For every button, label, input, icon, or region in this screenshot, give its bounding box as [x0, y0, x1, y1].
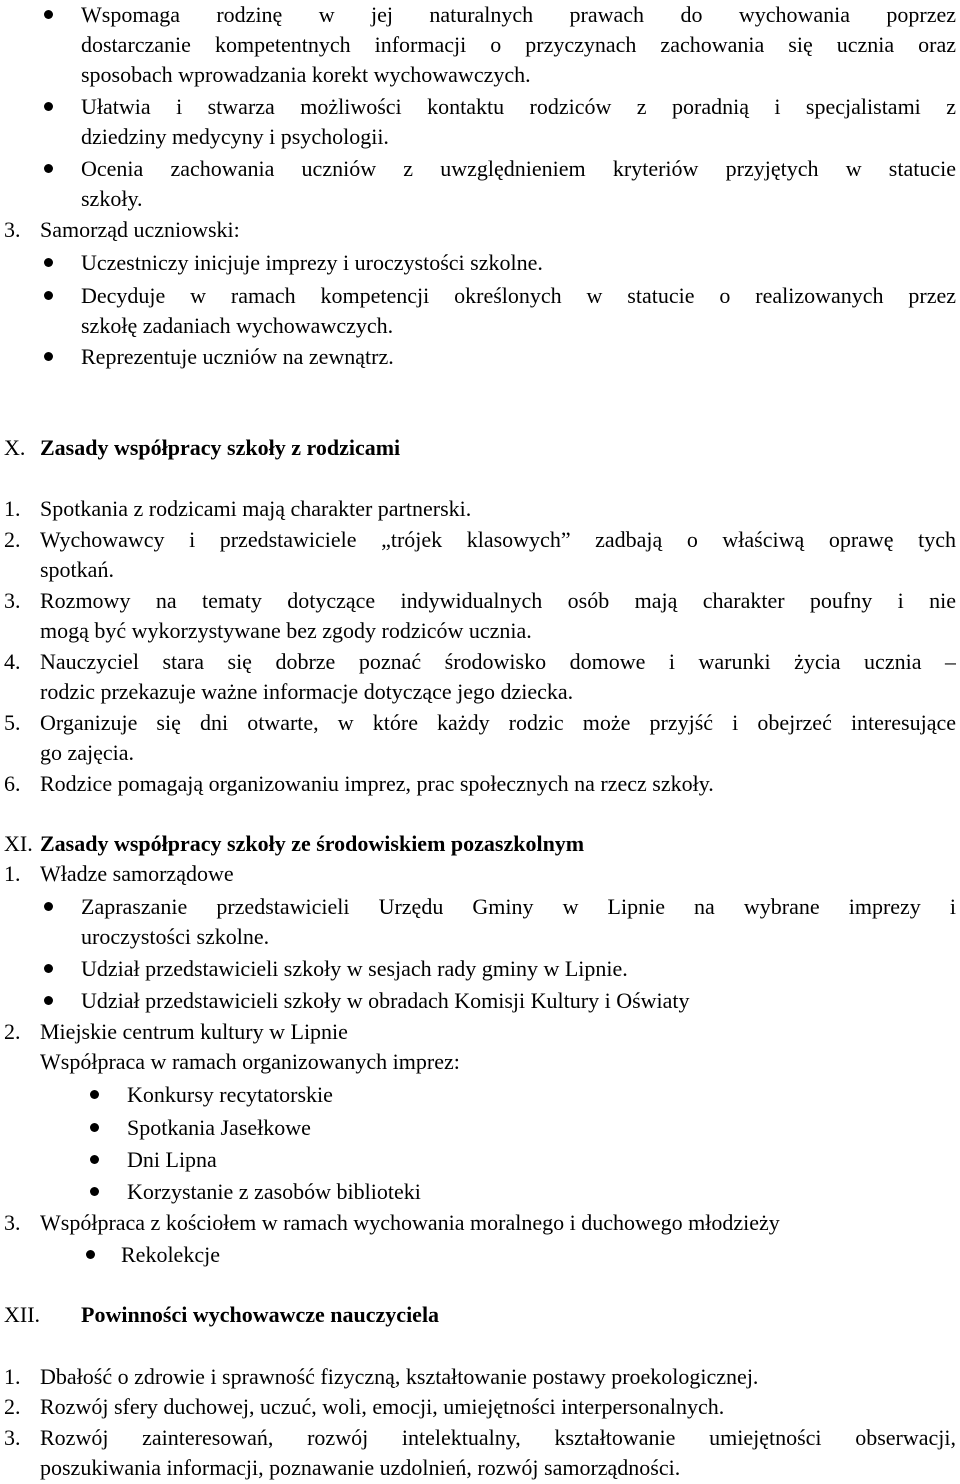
section-number: 3.	[4, 217, 21, 242]
list-item-text: Spotkania Jasełkowe	[127, 1115, 311, 1140]
list-item-text: Rozwój sfery duchowej, uczuć, woli, emocji, umiejętności interpersonalnych.	[40, 1394, 725, 1419]
list-item-text: uroczystości szkolne.	[81, 924, 270, 949]
list-item	[0, 1177, 960, 1207]
list-item-text: go zajęcia.	[40, 740, 135, 765]
item-number: 5.	[4, 710, 21, 735]
list-item	[0, 1017, 960, 1047]
chapter-number: XII.	[4, 1302, 41, 1327]
item-number: 6.	[4, 771, 21, 796]
list-item	[0, 0, 960, 30]
chapter-heading	[0, 829, 960, 859]
list-item-text: Wspomaga rodzinę w jej naturalnych prawach do wychowania poprzez	[81, 2, 956, 27]
chapter-number: XI.	[4, 831, 33, 856]
list-item-text: Władze samorządowe	[40, 861, 234, 886]
list-item-text: Udział przedstawicieli szkoły w obradach Komisji Kultury i Oświaty	[81, 988, 690, 1013]
bullet-icon	[44, 964, 53, 973]
list-item	[0, 1240, 960, 1270]
bullet-icon	[44, 102, 53, 111]
list-item-text: dziedziny medycyny i psychologii.	[81, 124, 389, 149]
list-item-text: Decyduje w ramach kompetencji określonych w statucie o realizowanych przez	[81, 283, 956, 308]
list-item	[0, 342, 960, 372]
item-number: 4.	[4, 649, 21, 674]
item-number: 1.	[4, 861, 21, 886]
list-item	[0, 647, 960, 677]
chapter-heading	[0, 433, 960, 463]
list-item	[0, 525, 960, 555]
item-number: 3.	[4, 588, 21, 613]
list-item-text: poszukiwania informacji, poznawanie uzdolnień, rozwój samorządności.	[40, 1455, 681, 1480]
chapter-title: Zasady współpracy szkoły z rodzicami	[40, 435, 401, 460]
list-item	[0, 769, 960, 799]
bullet-icon	[44, 258, 53, 267]
list-item-continuation	[0, 738, 960, 768]
list-item-text: Miejskie centrum kultury w Lipnie	[40, 1019, 348, 1044]
item-number: 2.	[4, 527, 21, 552]
item-number: 2.	[4, 1394, 21, 1419]
list-item-text: Ocenia zachowania uczniów z uwzględnieniem kryteriów przyjętych w statucie	[81, 156, 956, 181]
list-item	[0, 154, 960, 184]
list-item-continuation	[0, 616, 960, 646]
list-item-text: mogą być wykorzystywane bez zgody rodziców ucznia.	[40, 618, 532, 643]
list-item	[0, 1145, 960, 1175]
bullet-icon	[86, 1250, 95, 1259]
list-item-text: Korzystanie z zasobów biblioteki	[127, 1179, 421, 1204]
list-item-text: Udział przedstawicieli szkoły w sesjach rady gminy w Lipnie.	[81, 956, 628, 981]
item-number: 1.	[4, 496, 21, 521]
list-item-text: Organizuje się dni otwarte, w które każdy rodzic może przyjść i obejrzeć interesujące	[40, 710, 956, 735]
list-item-continuation	[0, 555, 960, 585]
list-item-text: Dni Lipna	[127, 1147, 217, 1172]
bullet-icon	[44, 291, 53, 300]
list-item	[0, 859, 960, 889]
list-item-text: Rozmowy na tematy dotyczące indywidualnych osób mają charakter poufny i nie	[40, 588, 956, 613]
list-item	[0, 494, 960, 524]
item-number: 3.	[4, 1425, 21, 1450]
list-item-text: Współpraca z kościołem w ramach wychowania moralnego i duchowego młodzieży	[40, 1210, 780, 1235]
list-item-text: Zapraszanie przedstawicieli Urzędu Gminy w Lipnie na wybrane imprezy i	[81, 894, 956, 919]
list-item-text: Rodzice pomagają organizowaniu imprez, prac społecznych na rzecz szkoły.	[40, 771, 714, 796]
bullet-icon	[44, 164, 53, 173]
chapter-heading	[0, 1300, 960, 1330]
list-item	[0, 1208, 960, 1238]
bullet-icon	[44, 902, 53, 911]
list-item-text: szkoły.	[81, 186, 143, 211]
bullet-icon	[90, 1187, 99, 1196]
item-number: 3.	[4, 1210, 21, 1235]
list-item-continuation	[0, 1453, 960, 1483]
list-item	[0, 1423, 960, 1453]
list-item-text: Ułatwia i stwarza możliwości kontaktu rodziców z poradnią i specjalistami z	[81, 94, 956, 119]
bullet-icon	[90, 1155, 99, 1164]
list-item-text: szkołę zadaniach wychowawczych.	[81, 313, 394, 338]
list-item	[0, 248, 960, 278]
list-item-text: rodzic przekazuje ważne informacje dotyczące jego dziecka.	[40, 679, 574, 704]
subtitle-text: Współpraca w ramach organizowanych imprez:	[40, 1049, 460, 1074]
bullet-icon	[44, 996, 53, 1005]
list-item	[0, 892, 960, 922]
section-heading	[0, 215, 960, 245]
list-item-text: Nauczyciel stara się dobrze poznać środowisko domowe i warunki życia ucznia –	[40, 649, 956, 674]
list-item-text: Spotkania z rodzicami mają charakter partnerski.	[40, 496, 472, 521]
item-number: 1.	[4, 1364, 21, 1389]
list-item	[0, 708, 960, 738]
section-title: Samorząd uczniowski:	[40, 217, 240, 242]
list-item-text: Reprezentuje uczniów na zewnątrz.	[81, 344, 394, 369]
item-number: 2.	[4, 1019, 21, 1044]
list-item-continuation	[0, 60, 960, 90]
bullet-icon	[44, 10, 53, 19]
chapter-number: X.	[4, 435, 26, 460]
list-item-text: spotkań.	[40, 557, 114, 582]
list-item-text: Konkursy recytatorskie	[127, 1082, 333, 1107]
list-item	[0, 1113, 960, 1143]
list-item-continuation	[0, 922, 960, 952]
list-item	[0, 281, 960, 311]
list-item-text: Wychowawcy i przedstawiciele „trójek klasowych” zadbają o właściwą oprawę tych	[40, 527, 956, 552]
list-item	[0, 954, 960, 984]
list-item	[0, 1392, 960, 1422]
bullet-icon	[90, 1090, 99, 1099]
bullet-icon	[90, 1123, 99, 1132]
list-item-text: Rekolekcje	[121, 1242, 220, 1267]
list-item-text: dostarczanie kompetentnych informacji o przyczynach zachowania się ucznia oraz	[81, 32, 956, 57]
chapter-title: Powinności wychowawcze nauczyciela	[81, 1302, 440, 1327]
list-item-text: sposobach wprowadzania korekt wychowawczych.	[81, 62, 531, 87]
list-item	[0, 986, 960, 1016]
list-item-continuation	[0, 677, 960, 707]
list-item-continuation	[0, 122, 960, 152]
list-item-continuation	[0, 184, 960, 214]
subtitle	[0, 1047, 960, 1077]
list-item-continuation	[0, 30, 960, 60]
list-item	[0, 1362, 960, 1392]
chapter-title: Zasady współpracy szkoły ze środowiskiem pozaszkolnym	[40, 831, 585, 856]
list-item	[0, 92, 960, 122]
list-item-continuation	[0, 311, 960, 341]
list-item	[0, 1080, 960, 1110]
list-item	[0, 586, 960, 616]
list-item-text: Rozwój zainteresowań, rozwój intelektualny, kształtowanie umiejętności obserwacji,	[40, 1425, 956, 1450]
bullet-icon	[44, 352, 53, 361]
list-item-text: Dbałość o zdrowie i sprawność fizyczną, kształtowanie postawy proekologicznej.	[40, 1364, 759, 1389]
list-item-text: Uczestniczy inicjuje imprezy i uroczystości szkolne.	[81, 250, 543, 275]
